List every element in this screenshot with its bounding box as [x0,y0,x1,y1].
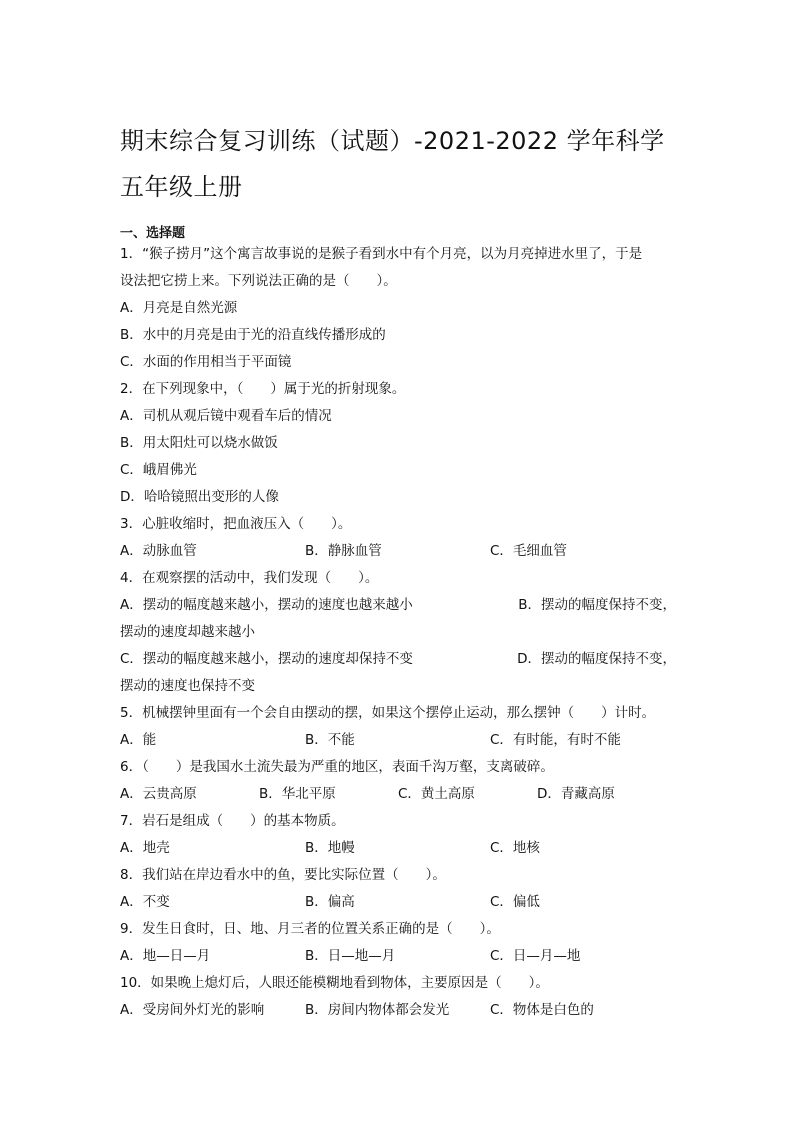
question-6-options [120,781,676,808]
question-8-option-a: A．不变 [120,894,170,910]
question-7-option-b: B．地幔 [305,840,355,856]
question-10-option-a: A．受房间外灯光的影响 [120,1002,265,1018]
question-5-options [120,727,676,754]
question-6-option-a: A．云贵高原 [120,786,197,802]
question-9-options [120,943,676,970]
question-4-option-a: A．摆动的幅度越来越小，摆动的速度也越来越小 [120,597,413,613]
question-3-option-c: C．毛细血管 [490,543,567,559]
question-1-stem-line-1: 1．“猴子捞月”这个寓言故事说的是猴子看到水中有个月亮，以为月亮掉进水里了，于是 [120,246,643,262]
question-5-option-b: B．不能 [305,732,355,748]
question-10-option-b: B．房间内物体都会发光 [305,1002,450,1018]
question-4-option-b-part-2: 摆动的速度却越来越小 [120,624,255,640]
question-list [120,241,676,1024]
question-4-option-c: C．摆动的幅度越来越小，摆动的速度却保持不变 [120,651,413,667]
question-2-option-b: B．用太阳灶可以烧水做饭 [120,435,278,451]
question-1-stem-line-2: 设法把它捞上来。下列说法正确的是（ ）。 [120,273,397,289]
question-9-option-b: B．日—地—月 [305,948,396,964]
question-3-options [120,538,676,565]
question-3-stem: 3．心脏收缩时，把血液压入（ ）。 [120,516,352,532]
question-7-options [120,835,676,862]
question-1-option-a: A．月亮是自然光源 [120,300,238,316]
question-8-option-c: C．偏低 [490,894,540,910]
question-6-option-d: D．青藏高原 [537,786,615,802]
question-2-option-d: D．哈哈镜照出变形的人像 [120,489,279,505]
question-9-stem: 9．发生日食时，日、地、月三者的位置关系正确的是（ ）。 [120,921,500,937]
question-5-stem: 5．机械摆钟里面有一个会自由摆动的摆，如果这个摆停止运动，那么摆钟（ ）计时。 [120,705,656,721]
question-4-option-d-part-2: 摆动的速度也保持不变 [120,678,255,694]
question-5-option-a: A．能 [120,732,157,748]
question-7-option-a: A．地壳 [120,840,170,856]
section-heading: 一、选择题 [120,226,186,241]
question-3-option-a: A．动脉血管 [120,543,197,559]
question-1-option-c: C．水面的作用相当于平面镜 [120,354,292,370]
question-2-option-a: A．司机从观后镜中观看车后的情况 [120,408,332,424]
question-7-option-c: C．地核 [490,840,540,856]
question-4-option-d-part-1: D．摆动的幅度保持不变， [517,651,676,667]
question-10-options [120,997,676,1024]
document-title: 期末综合复习训练（试题）-2021-2022 学年科学五年级上册 [120,127,665,201]
question-4-option-b-part-1: B．摆动的幅度保持不变， [518,597,676,613]
question-9-option-a: A．地—日—月 [120,948,211,964]
question-2-stem: 2．在下列现象中，（ ）属于光的折射现象。 [120,381,406,397]
question-1-option-b: B．水中的月亮是由于光的沿直线传播形成的 [120,327,386,343]
question-5-option-c: C．有时能，有时不能 [490,732,621,748]
question-6-option-c: C．黄土高原 [398,786,475,802]
question-4-options-cd [120,646,676,673]
question-3-option-b: B．静脉血管 [305,543,382,559]
question-10-option-c: C．物体是白色的 [490,1002,594,1018]
question-7-stem: 7．岩石是组成（ ）的基本物质。 [120,813,345,829]
question-8-stem: 8．我们站在岸边看水中的鱼，要比实际位置（ ）。 [120,867,446,883]
question-8-options [120,889,676,916]
question-6-option-b: B．华北平原 [259,786,336,802]
question-4-stem: 4．在观察摆的活动中，我们发现（ ）。 [120,570,379,586]
question-9-option-c: C．日—月—地 [490,948,581,964]
question-6-stem: 6．（ ）是我国水土流失最为严重的地区，表面千沟万壑，支离破碎。 [120,759,554,775]
question-10-stem: 10．如果晚上熄灯后，人眼还能模糊地看到物体，主要原因是（ ）。 [120,975,549,991]
question-8-option-b: B．偏高 [305,894,355,910]
question-2-option-c: C．峨眉佛光 [120,462,197,478]
question-4-options-ab [120,592,676,619]
